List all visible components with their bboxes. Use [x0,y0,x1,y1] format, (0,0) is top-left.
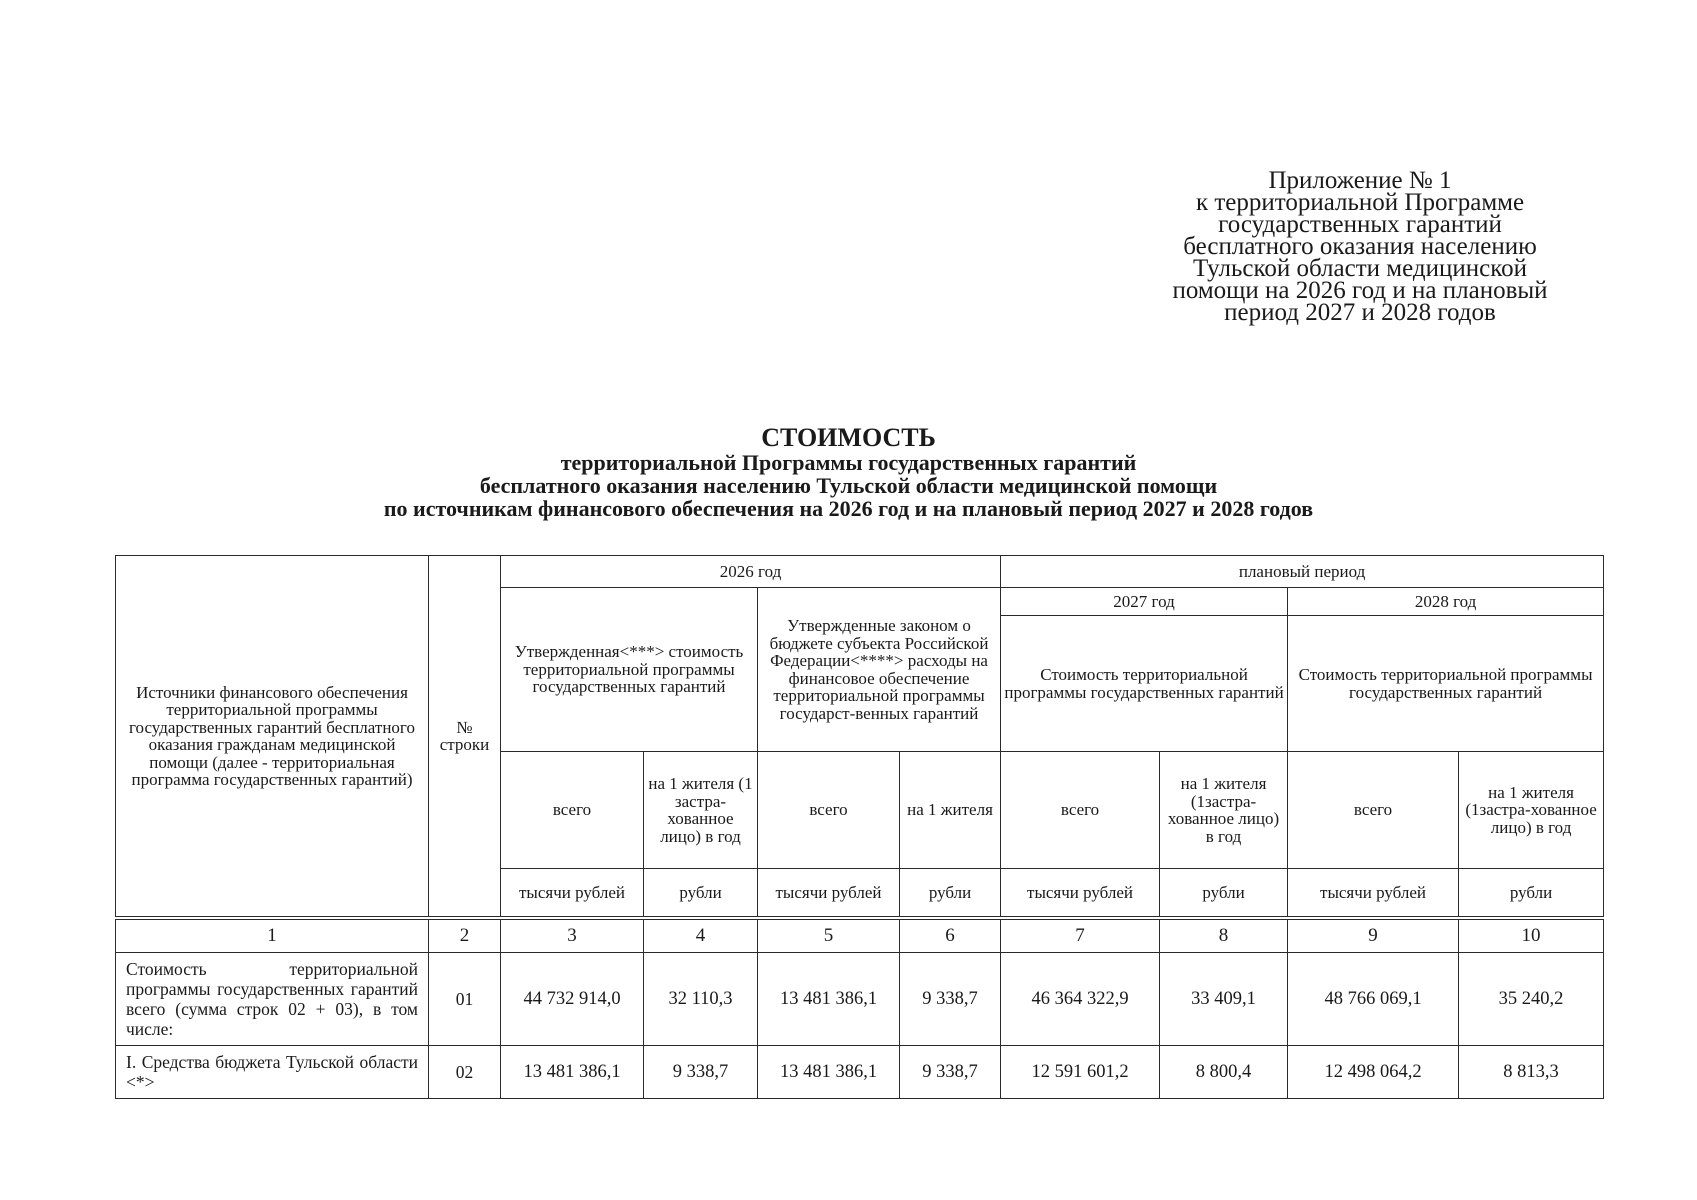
column-number: 2 [429,920,501,953]
appendix-line: к территориальной Программе [1195,189,1525,216]
appendix-line: Приложение № 1 [1268,167,1452,194]
column-number-row [116,920,1604,953]
column-number: 3 [501,920,644,953]
appendix-note [1120,167,1600,326]
header-approved-law: Утвержденные законом о бюджете субъекта Российской Федерации<****> расходы на финансовое обеспечение территориальной программы государст-венных гарантий [758,588,1001,752]
table-cell: 48 766 069,1 [1288,953,1459,1046]
header-year-2026: 2026 год [501,556,1001,588]
appendix-line: Тульской области медицинской [1193,255,1527,282]
table-cell: 9 338,7 [900,953,1001,1046]
title-line: бесплатного оказания населению Тульской области медицинской помощи [479,473,1218,498]
header-per-insured: на 1 жителя (1 застра-хованное лицо) в год [644,752,758,869]
table-cell: 13 481 386,1 [501,1046,644,1099]
appendix-line: государственных гарантий [1218,211,1502,238]
header-row-number: № строки [429,556,501,917]
table-cell: 8 813,3 [1459,1046,1604,1099]
row-label: Стоимость территориальной программы государственных гарантий всего (сумма строк 02 + 03), в том числе: [116,953,429,1046]
table-cell: 8 800,4 [1160,1046,1288,1099]
column-number: 5 [758,920,900,953]
row-label: I. Средства бюджета Тульской области <*> [116,1046,429,1099]
document-title [0,425,1697,520]
table-cell: 32 110,3 [644,953,758,1046]
unit-thousand: тысячи рублей [1288,869,1459,917]
unit-rubles: рубли [1160,869,1288,917]
cost-table [115,555,1604,1099]
table-cell: 12 498 064,2 [1288,1046,1459,1099]
title-main: СТОИМОСТЬ [761,423,936,452]
unit-rubles: рубли [644,869,758,917]
table-cell: 44 732 914,0 [501,953,644,1046]
header-total: всего [1001,752,1160,869]
title-line: территориальной Программы государственных гарантий [560,450,1137,475]
table-cell: 9 338,7 [900,1046,1001,1099]
table-cell: 13 481 386,1 [758,1046,900,1099]
table-cell: 46 364 322,9 [1001,953,1160,1046]
table-row [116,953,1604,1046]
unit-rubles: рубли [900,869,1001,917]
header-approved-cost: Утвержденная<***> стоимость территориальной программы государственных гарантий [501,588,758,752]
header-source: Источники финансового обеспечения территориальной программы государственных гарантий бесплатного оказания гражданам медицинской помощи (далее - территориальная программа государственных гарантий) [116,556,429,917]
appendix-line: период 2027 и 2028 годов [1224,299,1496,326]
unit-thousand: тысячи рублей [1001,869,1160,917]
header-total: всего [501,752,644,869]
header-total: всего [1288,752,1459,869]
header-total: всего [758,752,900,869]
header-per-insured: на 1 жителя (1застра-хованное лицо) в год [1160,752,1288,869]
column-number: 7 [1001,920,1160,953]
table-row [116,1046,1604,1099]
header-per-insured: на 1 жителя (1застра-хованное лицо) в год [1459,752,1604,869]
header-year-2027: 2027 год [1001,588,1288,616]
column-number: 10 [1459,920,1604,953]
title-line: по источникам финансового обеспечения на 2026 год и на плановый период 2027 и 2028 годов [383,496,1314,521]
column-number: 6 [900,920,1001,953]
column-number: 8 [1160,920,1288,953]
row-number: 01 [429,953,501,1046]
unit-thousand: тысячи рублей [501,869,644,917]
table-cell: 13 481 386,1 [758,953,900,1046]
header-year-2028: 2028 год [1288,588,1604,616]
table-cell: 35 240,2 [1459,953,1604,1046]
header-cost-2027: Стоимость территориальной программы государственных гарантий [1001,616,1288,752]
header-cost-2028: Стоимость территориальной программы государственных гарантий [1288,616,1604,752]
table-cell: 9 338,7 [644,1046,758,1099]
unit-thousand: тысячи рублей [758,869,900,917]
unit-rubles: рубли [1459,869,1604,917]
table-cell: 33 409,1 [1160,953,1288,1046]
row-number: 02 [429,1046,501,1099]
table-cell: 12 591 601,2 [1001,1046,1160,1099]
appendix-line: бесплатного оказания населению [1183,233,1537,260]
column-number: 4 [644,920,758,953]
appendix-line: помощи на 2026 год и на плановый [1172,277,1548,304]
column-number: 1 [116,920,429,953]
column-number: 9 [1288,920,1459,953]
header-planned-period: плановый период [1001,556,1604,588]
header-per-resident: на 1 жителя [900,752,1001,869]
